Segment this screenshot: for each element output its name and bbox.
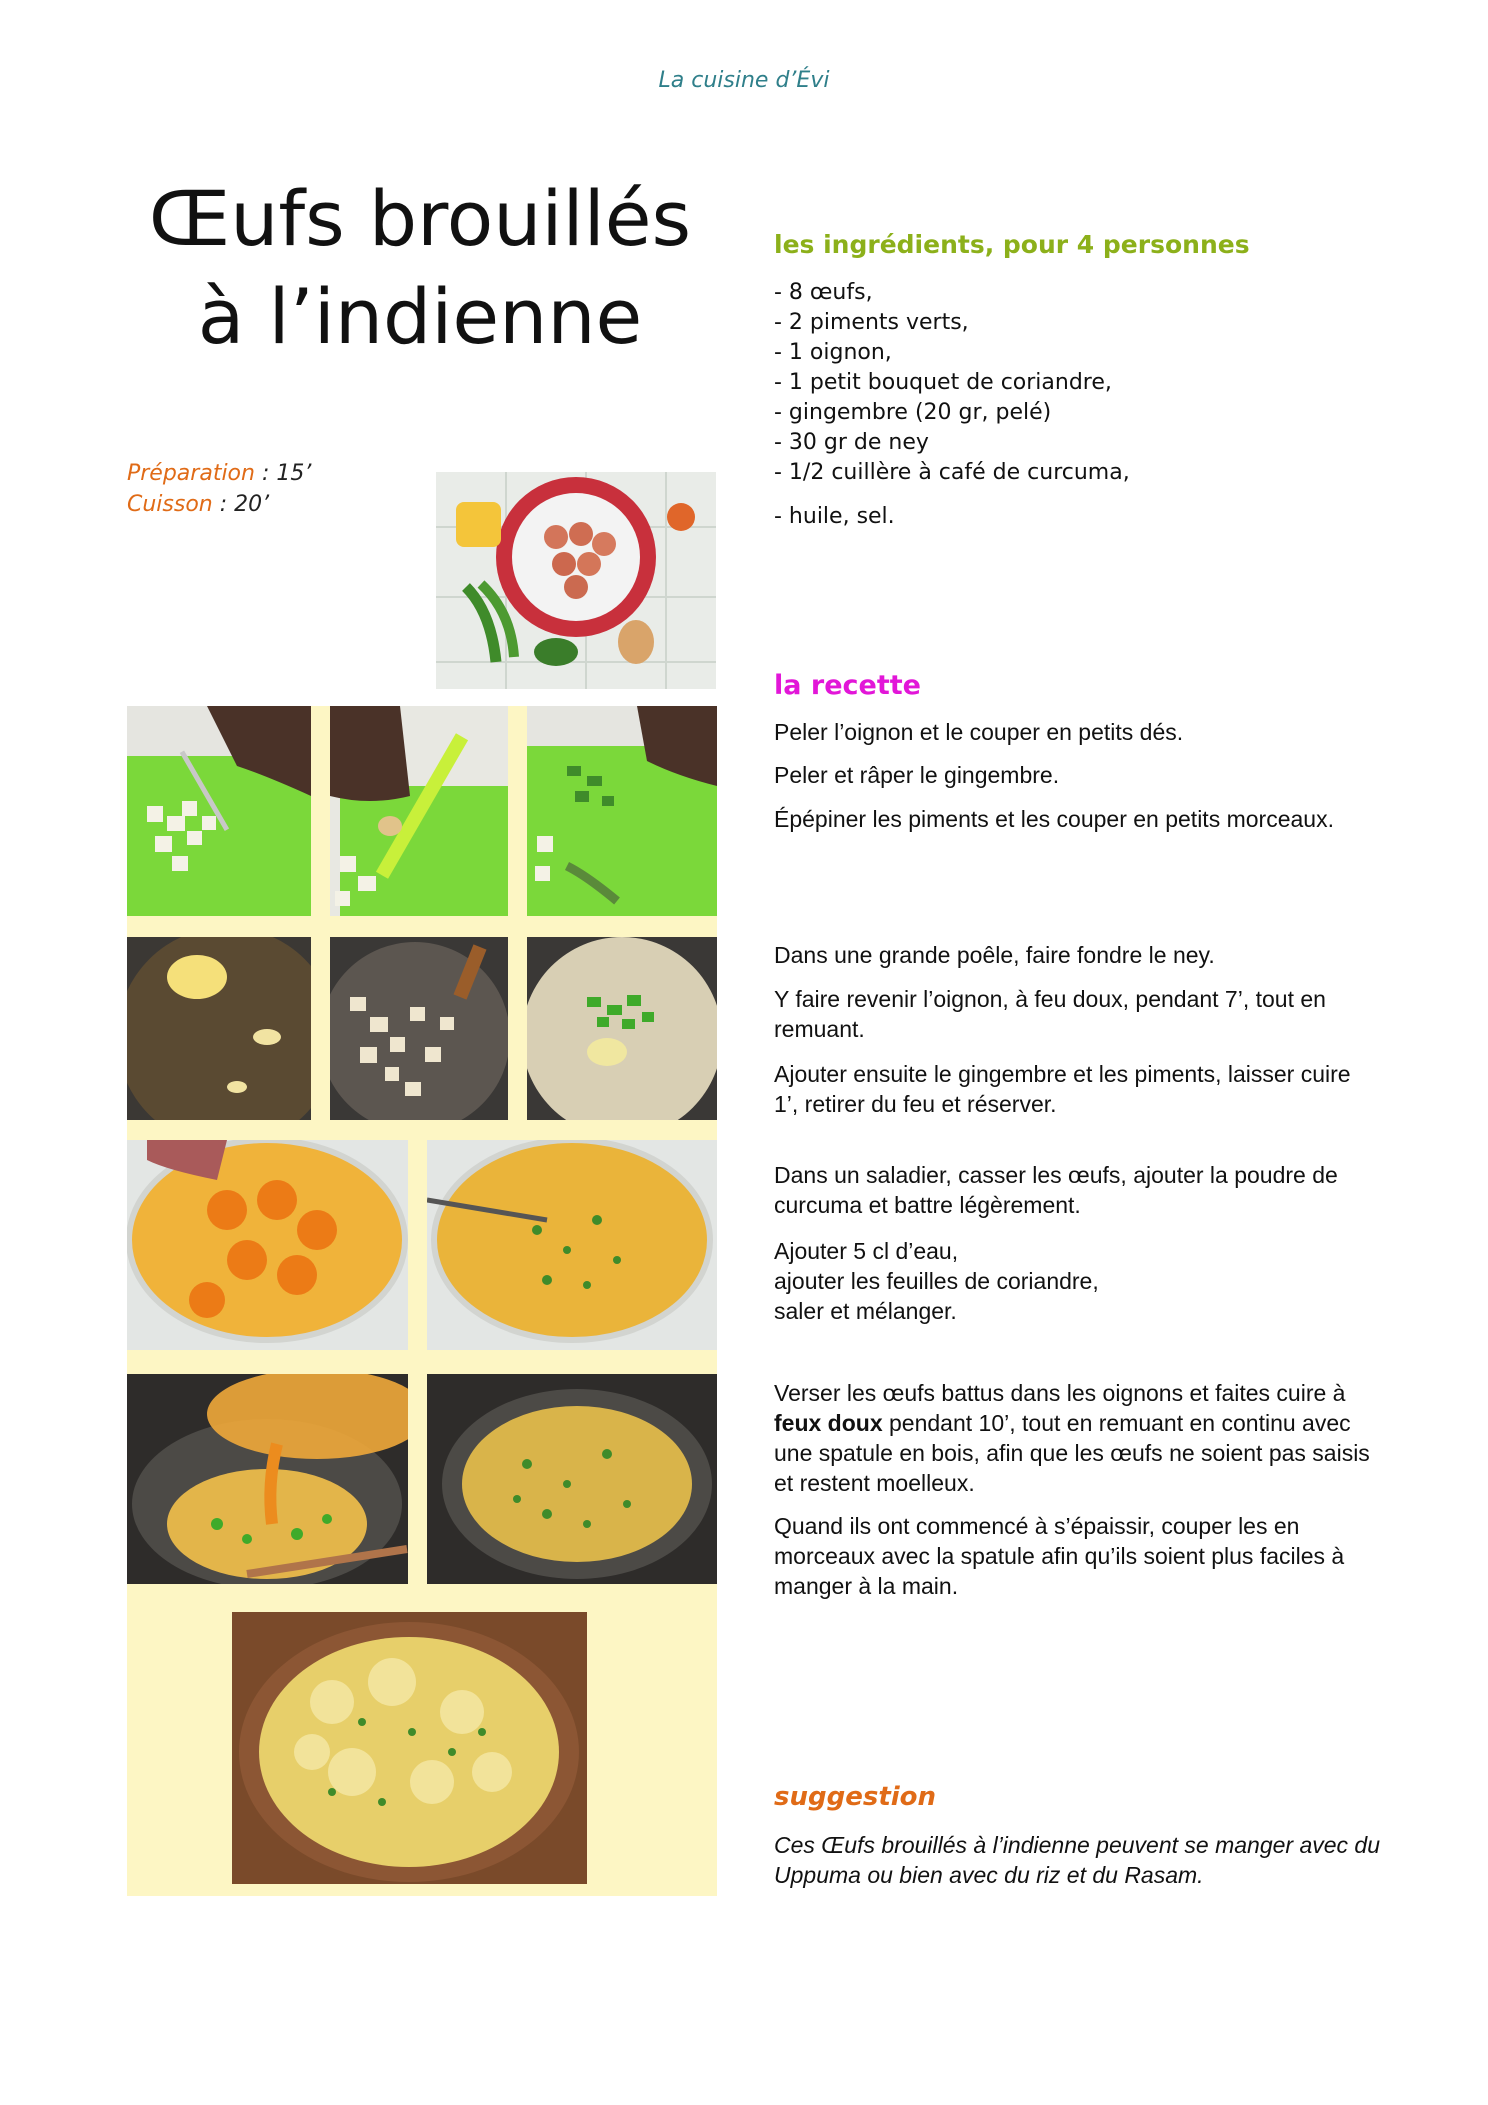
ingredients-list xyxy=(774,278,1130,532)
step-text: Peler l’oignon et le couper en petits dés. xyxy=(774,719,1184,745)
step-text: Épépiner les piments et les couper en petits morceaux. xyxy=(774,806,1334,832)
suggestion-text: Ces Œufs brouillés à l’indienne peuvent se manger avec du Uppuma ou bien avec du riz et du Rasam. xyxy=(774,1832,1381,1888)
ingredient-item: - 30 gr de ney xyxy=(774,430,929,455)
ingredient-item: - 1 petit bouquet de coriandre, xyxy=(774,370,1112,395)
timing-info xyxy=(127,458,311,520)
recipe-title xyxy=(90,170,750,366)
grating-ginger-photo xyxy=(330,706,508,916)
suggestion-heading: suggestion xyxy=(774,1782,937,1812)
cook-label: Cuisson xyxy=(127,492,213,517)
cook-time xyxy=(127,489,311,520)
ingredient-item: - 8 œufs, xyxy=(774,280,873,305)
step-text: Y faire revenir l’oignon, à feu doux, pendant 7’, tout en remuant. xyxy=(774,986,1326,1042)
chopping-onion-photo xyxy=(127,706,311,916)
title-line-2: à l’indienne xyxy=(197,272,643,361)
ingredient-item: - huile, sel. xyxy=(774,504,895,529)
ingredient-item: - 1 oignon, xyxy=(774,340,892,365)
ingredient-item: - 1/2 cuillère à café de curcuma, xyxy=(774,460,1130,485)
ingredient-item: - gingembre (20 gr, pelé) xyxy=(774,400,1052,425)
title-line-1: Œufs brouillés xyxy=(148,174,692,263)
ingredients-heading: les ingrédients, pour 4 personnes xyxy=(774,230,1250,259)
step-text: Peler et râper le gingembre. xyxy=(774,762,1060,788)
step-text: Dans un saladier, casser les œufs, ajouter la poudre de curcuma et battre légèrement. xyxy=(774,1162,1338,1218)
prep-time xyxy=(127,458,311,489)
ingredient-item: - 2 piments verts, xyxy=(774,310,969,335)
eggs-in-bowl-photo xyxy=(127,1140,408,1350)
emphasis-text: feux doux xyxy=(774,1410,883,1436)
step-text: saler et mélanger. xyxy=(774,1298,957,1324)
step-text xyxy=(774,1378,1374,1498)
beaten-eggs-photo xyxy=(427,1140,717,1350)
frying-onion-photo xyxy=(330,937,508,1120)
step-text: Ajouter 5 cl d’eau, xyxy=(774,1238,959,1264)
cook-value: : 20’ xyxy=(212,492,270,517)
prep-value: : 15’ xyxy=(254,461,312,486)
final-dish-photo xyxy=(232,1612,587,1884)
prep-label: Préparation xyxy=(127,461,255,486)
site-name: La cuisine d’Évi xyxy=(658,68,830,93)
chopping-chili-photo xyxy=(527,706,717,916)
step-text-part: pendant 10’, tout en remuant en continu avec une spatule en bois, afin que les œufs ne soient pas saisis et restent moelleux. xyxy=(774,1410,1370,1496)
step-text: Quand ils ont commencé à s’épaissir, couper les en morceaux avec la spatule afin qu’ils soient plus faciles à manger à la main. xyxy=(774,1513,1345,1599)
melting-ney-photo xyxy=(127,937,311,1120)
ingredients-photo xyxy=(436,472,716,689)
recipe-heading: la recette xyxy=(774,670,921,701)
step-text: ajouter les feuilles de coriandre, xyxy=(774,1268,1099,1294)
step-text: Dans une grande poêle, faire fondre le ney. xyxy=(774,942,1215,968)
pouring-eggs-photo xyxy=(127,1374,408,1584)
step-text: Ajouter ensuite le gingembre et les piments, laisser cuire 1’, retirer du feu et réserver. xyxy=(774,1061,1351,1117)
scrambling-eggs-photo xyxy=(427,1374,717,1584)
adding-chili-photo xyxy=(527,937,717,1120)
step-text-part: Verser les œufs battus dans les oignons et faites cuire à xyxy=(774,1380,1346,1406)
